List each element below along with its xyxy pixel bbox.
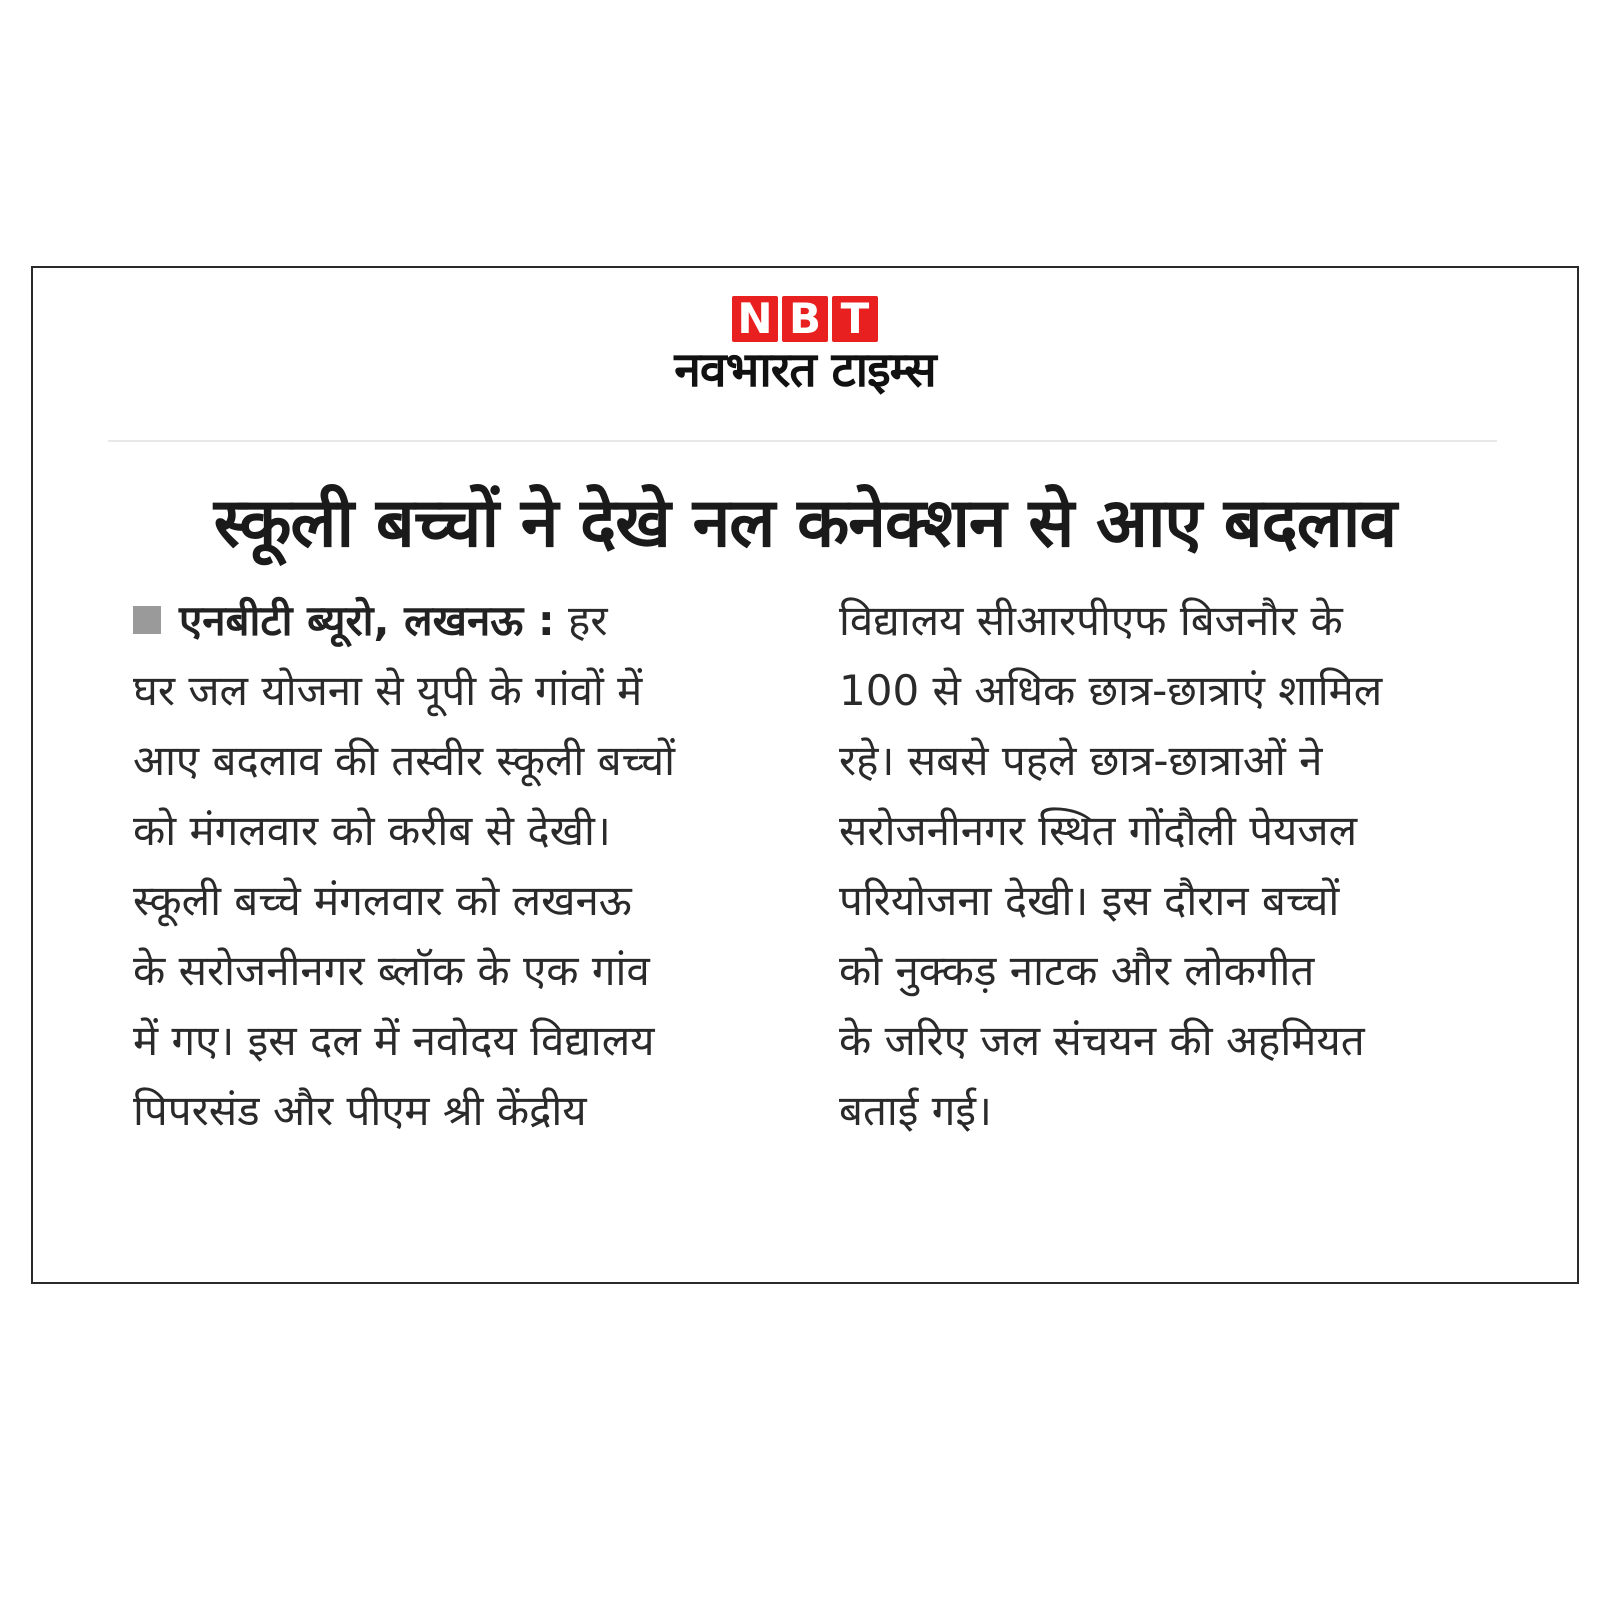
article-line: के सरोजनीनगर ब्लॉक के एक गांव xyxy=(133,946,650,995)
article-line: में गए। इस दल में नवोदय विद्यालय xyxy=(133,1016,655,1065)
article-column-left xyxy=(133,586,803,1146)
article-line: विद्यालय सीआरपीएफ बिजनौर के xyxy=(839,596,1343,645)
article-line: घर जल योजना से यूपी के गांवों में xyxy=(133,666,643,715)
article-line: स्कूली बच्चे मंगलवार को लखनऊ xyxy=(133,876,632,925)
article-line: को मंगलवार को करीब से देखी। xyxy=(133,806,611,855)
newspaper-name: नवभारत टाइम्स xyxy=(674,342,936,398)
logo-letter-b: B xyxy=(782,296,828,342)
article-line: परियोजना देखी। इस दौरान बच्चों xyxy=(839,876,1340,925)
article-line xyxy=(133,586,803,656)
masthead xyxy=(33,296,1577,398)
logo-letter-t: T xyxy=(832,296,878,342)
bullet-square-icon xyxy=(133,606,161,634)
article-line: को नुक्कड़ नाटक और लोकगीत xyxy=(839,946,1315,995)
article-headline: स्कूली बच्चों ने देखे नल कनेक्शन से आए बदलाव xyxy=(213,484,1397,563)
article-line: पिपरसंड और पीएम श्री केंद्रीय xyxy=(133,1086,587,1135)
article-text: हर xyxy=(568,596,608,645)
article-line: सरोजनीनगर स्थित गोंदौली पेयजल xyxy=(839,806,1358,855)
article-line: बताई गई। xyxy=(839,1086,992,1135)
nbt-logo xyxy=(33,296,1577,342)
dateline: एनबीटी ब्यूरो, लखनऊ : xyxy=(179,596,555,645)
masthead-divider xyxy=(108,440,1497,442)
article-line: 100 से अधिक छात्र-छात्राएं शामिल xyxy=(839,666,1383,715)
article-column-right xyxy=(839,586,1519,1146)
article-line: के जरिए जल संचयन की अहमियत xyxy=(839,1016,1365,1065)
article-line: आए बदलाव की तस्वीर स्कूली बच्चों xyxy=(133,736,676,785)
article-line: रहे। सबसे पहले छात्र-छात्राओं ने xyxy=(839,736,1323,785)
logo-letter-n: N xyxy=(732,296,778,342)
news-clipping-frame xyxy=(31,266,1579,1284)
